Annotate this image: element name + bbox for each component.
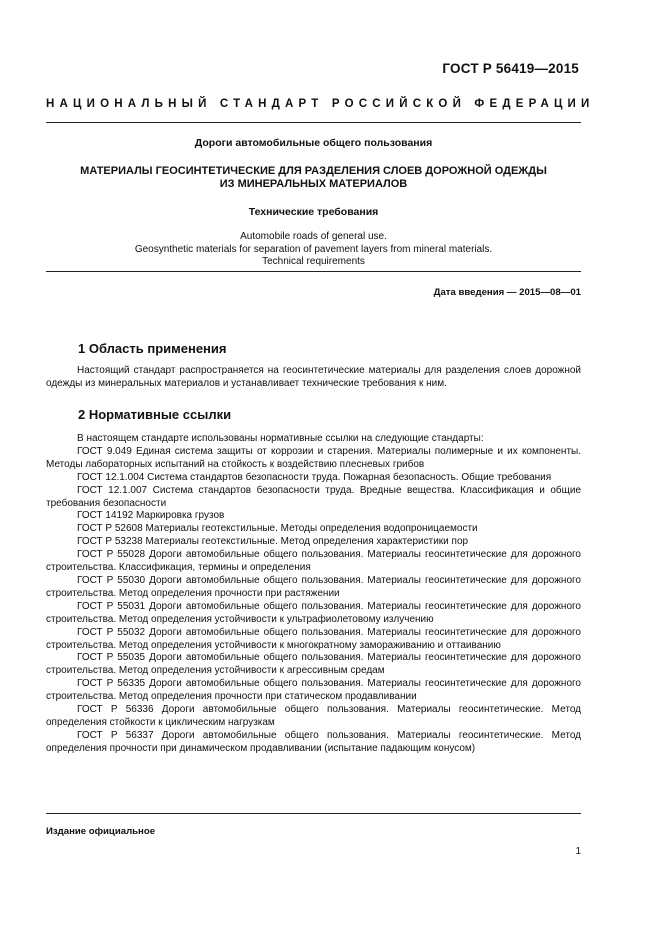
- reference-item: ГОСТ Р 55032 Дороги автомобильные общего пользования. Материалы геосинтетические для дорожного строительства. Метод определения устойчивости к многократному замораживанию и оттаиванию: [46, 626, 581, 651]
- national-standard-banner: НАЦИОНАЛЬНЫЙ СТАНДАРТ РОССИЙСКОЙ ФЕДЕРАЦИИ: [46, 98, 595, 110]
- official-edition-label: Издание официальное: [46, 826, 156, 837]
- reference-item: ГОСТ Р 53238 Материалы геотекстильные. Метод определения характеристики пор: [77, 536, 469, 548]
- reference-item: ГОСТ Р 55035 Дороги автомобильные общего пользования. Материалы геосинтетические для дорожного строительства. Метод определения устойчивости к агрессивным средам: [46, 652, 581, 677]
- date-of-introduction: Дата введения — 2015—08—01: [433, 287, 581, 298]
- english-title-line2: Geosynthetic materials for separation of pavement layers from mineral materials.: [134, 243, 493, 255]
- document-subtitle: Технические требования: [248, 206, 379, 218]
- section2-heading: 2 Нормативные ссылки: [78, 407, 232, 422]
- reference-item: ГОСТ 12.1.004 Система стандартов безопасности труда. Пожарная безопасность. Общие требования: [77, 471, 552, 483]
- reference-item: ГОСТ Р 55028 Дороги автомобильные общего пользования. Материалы геосинтетические для дорожного строительства. Классификация, термины и определения: [46, 549, 581, 574]
- divider-footer: [46, 813, 581, 814]
- document-title-line1: МАТЕРИАЛЫ ГЕОСИНТЕТИЧЕСКИЕ ДЛЯ РАЗДЕЛЕНИЯ СЛОЕВ ДОРОЖНОЙ ОДЕЖДЫ: [80, 165, 547, 177]
- reference-item: ГОСТ Р 56337 Дороги автомобильные общего пользования. Материалы геосинтетические. Метод определения прочности при динамическом продавливании (испытание падающим конусом): [46, 729, 581, 754]
- english-title-line1: Automobile roads of general use.: [240, 231, 387, 242]
- reference-item: ГОСТ 9.049 Единая система защиты от коррозии и старения. Материалы полимерные и их компоненты. Методы лабораторных испытаний на стойкость к воздействию плесневых грибов: [46, 445, 581, 470]
- divider-middle: [46, 271, 581, 272]
- reference-item: ГОСТ Р 52608 Материалы геотекстильные. Методы определения водопроницаемости: [77, 523, 478, 535]
- document-title-line2: ИЗ МИНЕРАЛЬНЫХ МАТЕРИАЛОВ: [219, 178, 408, 190]
- section1-heading: 1 Область применения: [78, 341, 227, 356]
- reference-item: ГОСТ Р 55030 Дороги автомобильные общего пользования. Материалы геосинтетические для дорожного строительства. Метод определения прочности при растяжении: [46, 574, 581, 599]
- section1-paragraph: Настоящий стандарт распространяется на геосинтетические материалы для разделения слоев дорожной одежды из минеральных материалов и устанавливает технические требования к ним.: [46, 365, 581, 389]
- reference-item: ГОСТ Р 56335 Дороги автомобильные общего пользования. Материалы геосинтетические для дорожного строительства. Метод определения прочности при статическом продавливании: [46, 678, 581, 703]
- document-title: [46, 165, 581, 191]
- english-title: [46, 231, 581, 269]
- reference-item: ГОСТ 12.1.007 Система стандартов безопасности труда. Вредные вещества. Классификация и общие требования безопасности: [46, 484, 581, 509]
- section2-body: [46, 433, 581, 756]
- reference-item: ГОСТ Р 55031 Дороги автомобильные общего пользования. Материалы геосинтетические для дорожного строительства. Метод определения устойчивости к ультрафиолетовому излучению: [46, 600, 581, 625]
- series-title: Дороги автомобильные общего пользования: [194, 137, 433, 149]
- divider-top: [46, 122, 581, 123]
- section2-intro: В настоящем стандарте использованы нормативные ссылки на следующие стандарты:: [77, 433, 484, 444]
- reference-item: ГОСТ 14192 Маркировка грузов: [77, 510, 225, 522]
- page-number: 1: [575, 846, 581, 857]
- reference-item: ГОСТ Р 56336 Дороги автомобильные общего пользования. Материалы геосинтетические. Метод определения стойкости к циклическим нагрузкам: [46, 704, 581, 728]
- gost-code: ГОСТ Р 56419—2015: [442, 61, 579, 76]
- english-title-line3: Technical requirements: [262, 256, 365, 267]
- section1-body: [46, 365, 581, 391]
